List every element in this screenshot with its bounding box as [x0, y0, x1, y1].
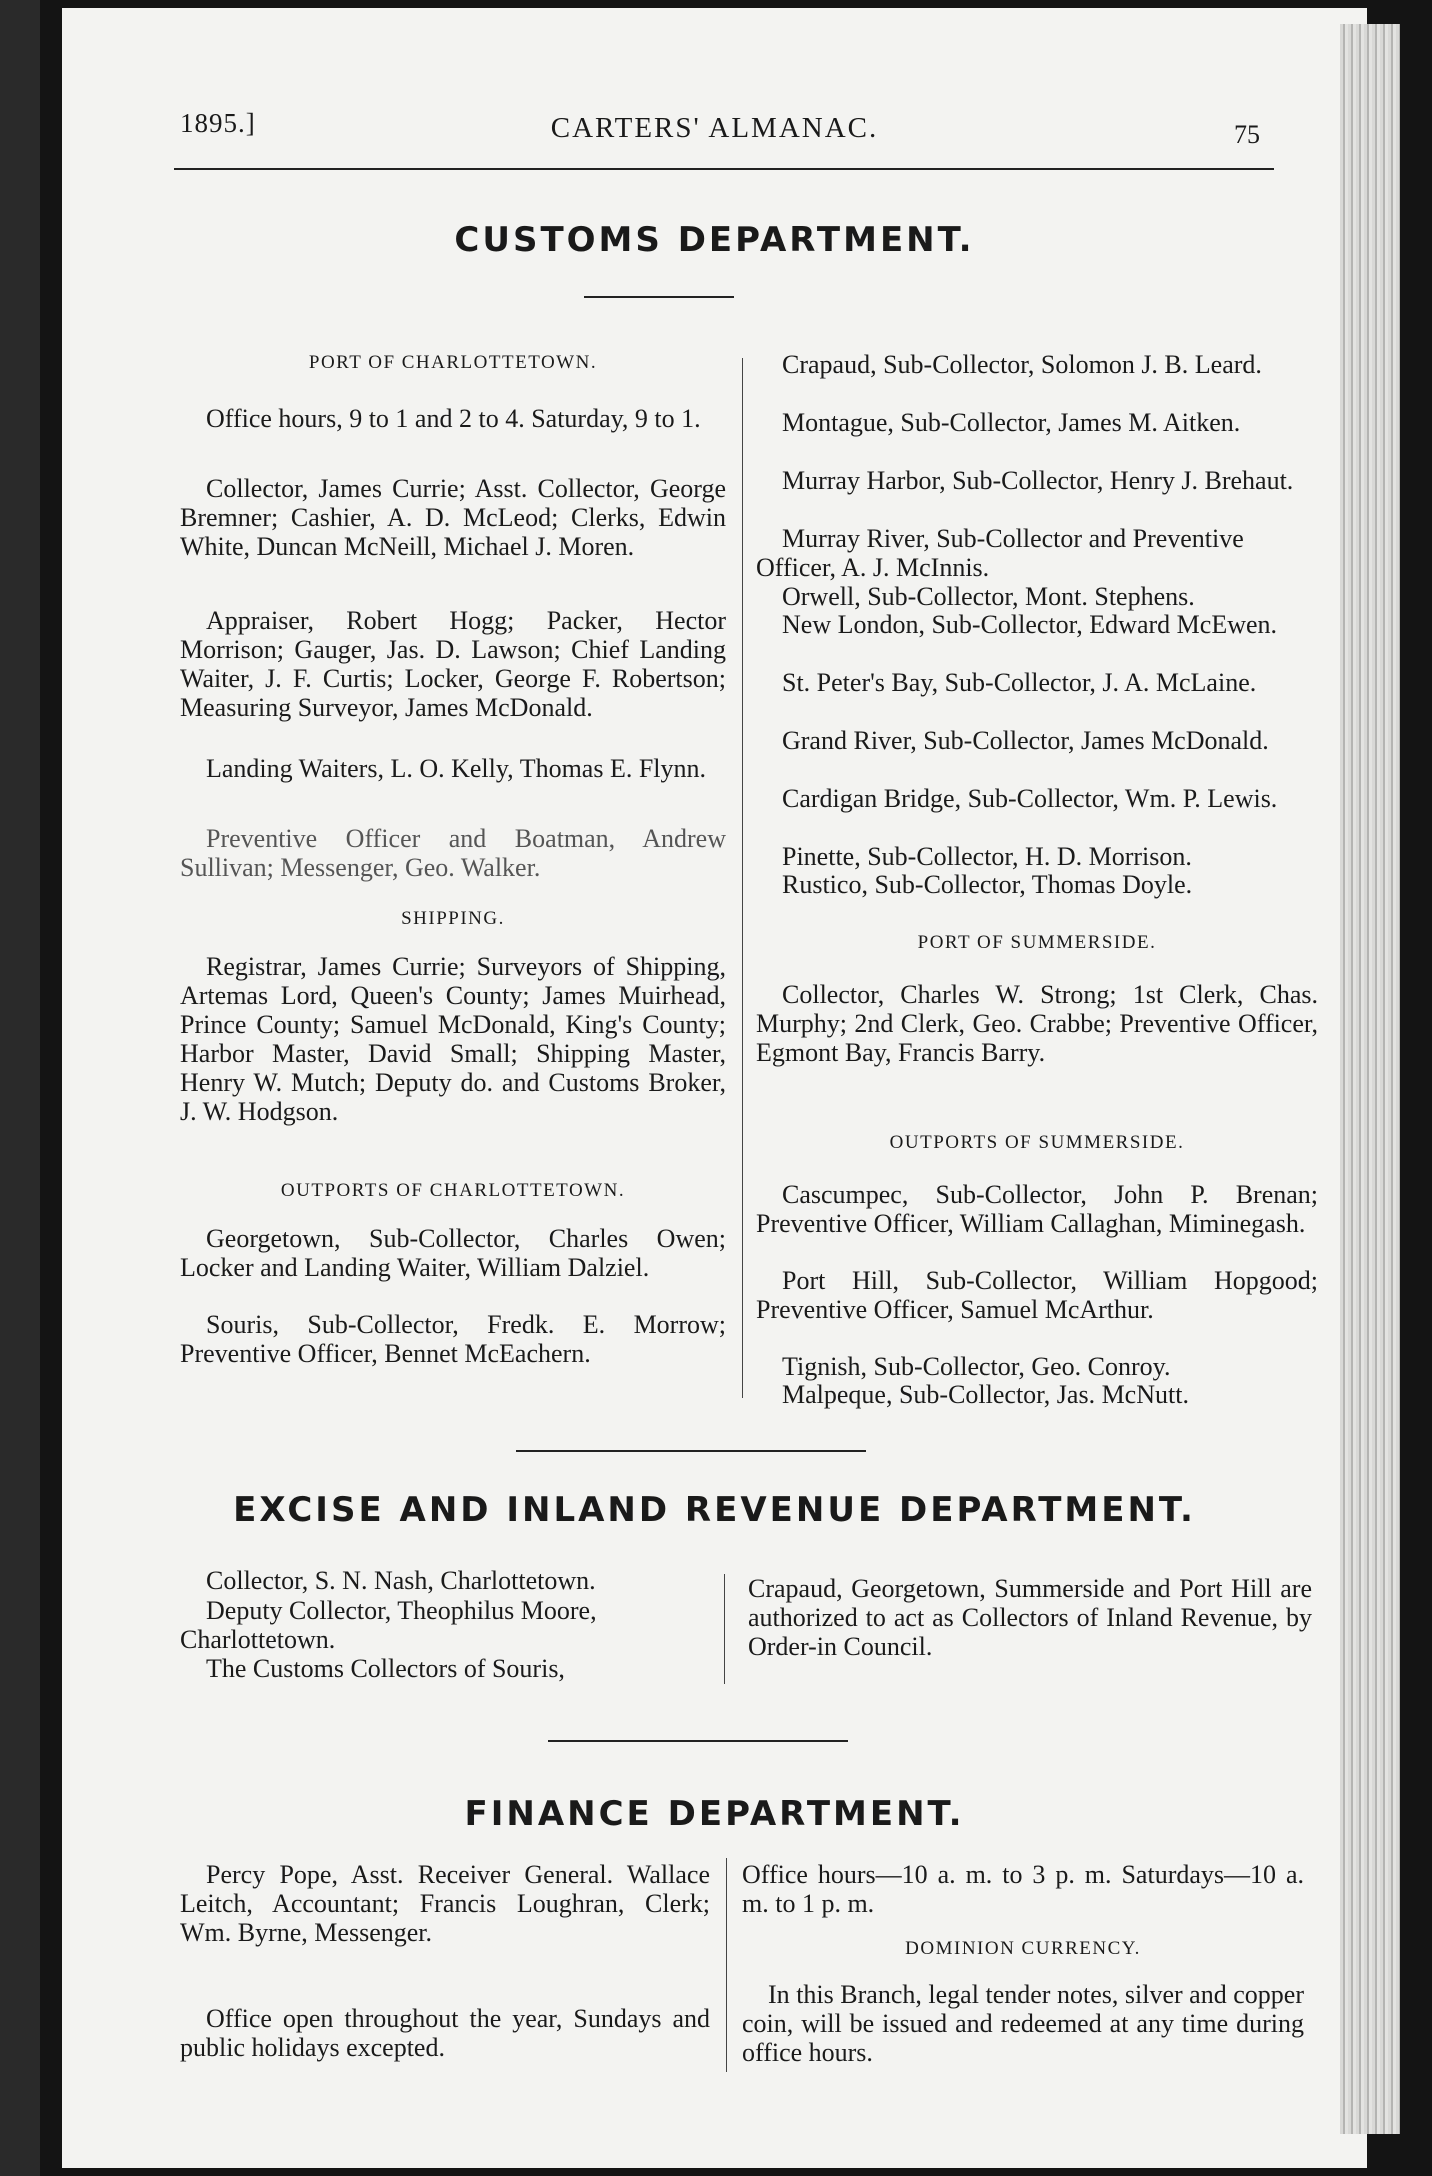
rustico-para: Rustico, Sub-Collector, Thomas Doyle.: [782, 870, 1193, 899]
excise-customs-collectors-para: The Customs Collectors of Souris,: [206, 1654, 565, 1683]
crapaud-para: Crapaud, Sub-Collector, Solomon J. B. Leard.: [782, 350, 1262, 379]
finance-column-divider: [726, 1858, 727, 2072]
running-header-title: CARTERS' ALMANAC.: [550, 112, 879, 144]
customs-title-rule: [584, 296, 734, 298]
shipping-para: Registrar, James Currie; Surveyors of Shipping, Artemas Lord, Queen's County; James Muirhead, Prince County; Samuel McDonald, King's County; Harbor Master, David Small; Shipping Master, Henry W. Mutch; Deputy do. and Customs Broker, J. W. Hodgson.: [180, 952, 726, 1126]
st-peters-bay-para: St. Peter's Bay, Sub-Collector, J. A. McLaine.: [782, 668, 1257, 697]
malpeque-para: Malpeque, Sub-Collector, Jas. McNutt.: [782, 1380, 1189, 1409]
finance-office-hours-para: Office hours—10 a. m. to 3 p. m. Saturdays—10 a. m. to 1 p. m.: [742, 1860, 1304, 1918]
cascumpec-para: Cascumpec, Sub-Collector, John P. Brenan; Preventive Officer, William Callaghan, Miminegash.: [756, 1180, 1318, 1238]
excise-heading: EXCISE AND INLAND REVENUE DEPARTMENT.: [233, 1490, 1196, 1530]
customs-heading: CUSTOMS DEPARTMENT.: [454, 220, 975, 260]
murray-harbor-para: Murray Harbor, Sub-Collector, Henry J. Brehaut.: [782, 466, 1294, 495]
landing-waiters-para: Landing Waiters, L. O. Kelly, Thomas E. Flynn.: [206, 754, 707, 783]
cardigan-bridge-para: Cardigan Bridge, Sub-Collector, Wm. P. Lewis.: [782, 784, 1278, 813]
customs-column-divider: [742, 358, 743, 1398]
dominion-currency-heading: DOMINION CURRENCY.: [905, 1938, 1141, 1959]
facing-page-edge: [0, 0, 40, 2176]
almanac-page: [62, 8, 1367, 2168]
finance-office-open-para: Office open throughout the year, Sundays and public holidays excepted.: [180, 2004, 710, 2062]
pinette-para: Pinette, Sub-Collector, H. D. Morrison.: [782, 842, 1192, 871]
new-london-para: New London, Sub-Collector, Edward McEwen.: [782, 610, 1278, 639]
page-number: 75: [1234, 120, 1260, 149]
summerside-collector-para: Collector, Charles W. Strong; 1st Clerk, Chas. Murphy; 2nd Clerk, Geo. Crabbe; Preventive Officer, Egmont Bay, Francis Barry.: [756, 980, 1318, 1067]
appraiser-para: Appraiser, Robert Hogg; Packer, Hector Morrison; Gauger, Jas. D. Lawson; Chief Landing Waiter, J. F. Curtis; Locker, George F. Robertson; Measuring Surveyor, James McDonald.: [180, 606, 726, 722]
excise-top-rule: [516, 1450, 866, 1452]
port-charlottetown-heading: PORT OF CHARLOTTETOWN.: [308, 352, 598, 373]
port-hill-para: Port Hill, Sub-Collector, William Hopgood; Preventive Officer, Samuel McArthur.: [756, 1266, 1318, 1324]
tignish-para: Tignish, Sub-Collector, Geo. Conroy.: [782, 1352, 1171, 1381]
murray-river-para: Murray River, Sub-Collector and Preventive Officer, A. J. McInnis.: [756, 524, 1244, 582]
page-stack-edge: [1340, 24, 1400, 2134]
finance-staff-para: Percy Pope, Asst. Receiver General. Wallace Leitch, Accountant; Francis Loughran, Clerk; Wm. Byrne, Messenger.: [180, 1860, 710, 1947]
souris-para: Souris, Sub-Collector, Fredk. E. Morrow; Preventive Officer, Bennet McEachern.: [180, 1310, 726, 1368]
montague-para: Montague, Sub-Collector, James M. Aitken.: [782, 408, 1241, 437]
office-hours-para: Office hours, 9 to 1 and 2 to 4. Saturday, 9 to 1.: [206, 404, 701, 433]
excise-deputy-para: Deputy Collector, Theophilus Moore, Charlottetown.: [180, 1596, 597, 1654]
excise-column-divider: [724, 1574, 725, 1684]
excise-collector-para: Collector, S. N. Nash, Charlottetown.: [206, 1566, 596, 1595]
outports-charlottetown-heading: OUTPORTS OF CHARLOTTETOWN.: [280, 1180, 626, 1201]
grand-river-para: Grand River, Sub-Collector, James McDonald.: [782, 726, 1269, 755]
georgetown-para: Georgetown, Sub-Collector, Charles Owen; Locker and Landing Waiter, William Dalziel.: [180, 1224, 726, 1282]
orwell-para: Orwell, Sub-Collector, Mont. Stephens.: [782, 582, 1195, 611]
excise-authorized-para: Crapaud, Georgetown, Summerside and Port Hill are authorized to act as Collectors of Inland Revenue, by Order-in Council.: [748, 1574, 1312, 1661]
port-summerside-heading: PORT OF SUMMERSIDE.: [917, 932, 1157, 953]
preventive-officer-para: Preventive Officer and Boatman, Andrew Sullivan; Messenger, Geo. Walker.: [180, 824, 726, 882]
running-header-year: 1895.]: [180, 108, 256, 138]
dominion-currency-para: In this Branch, legal tender notes, silver and copper coin, will be issued and redeemed at any time during office hours.: [742, 1980, 1304, 2067]
collector-para: Collector, James Currie; Asst. Collector, George Bremner; Cashier, A. D. McLeod; Clerks, Edwin White, Duncan McNeill, Michael J. Moren.: [180, 474, 726, 561]
header-rule: [174, 168, 1274, 170]
outports-summerside-heading: OUTPORTS OF SUMMERSIDE.: [889, 1132, 1185, 1153]
shipping-heading: SHIPPING.: [401, 908, 505, 929]
finance-top-rule: [548, 1740, 848, 1742]
finance-heading: FINANCE DEPARTMENT.: [464, 1794, 965, 1834]
